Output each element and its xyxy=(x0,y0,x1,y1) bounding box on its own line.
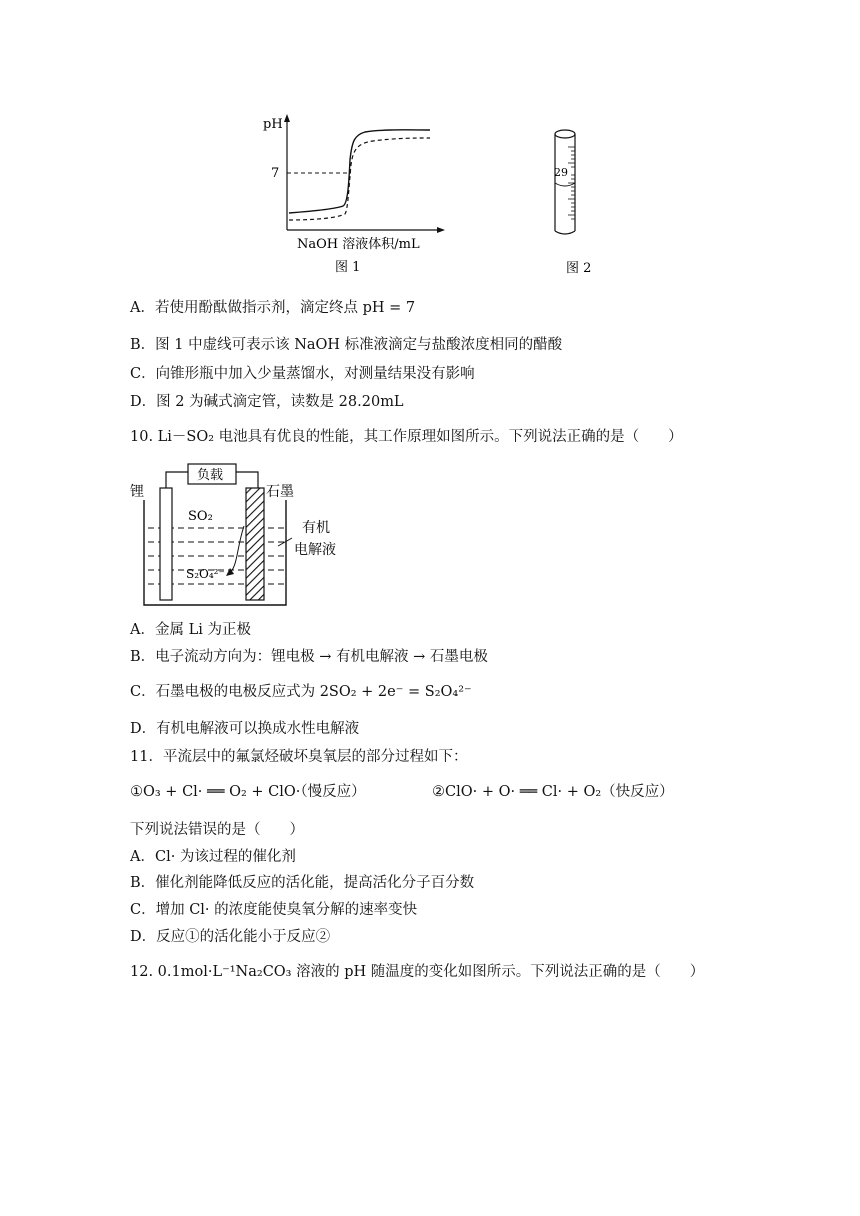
dithionite-label: S₂O₄²⁻ xyxy=(186,567,225,581)
wire-right xyxy=(236,472,258,488)
q11-option-d: D．反应①的活化能小于反应② xyxy=(130,929,331,945)
q10-option-b: B．电子流动方向为：锂电极 → 有机电解液 → 石墨电极 xyxy=(130,649,488,665)
q10-option-a: A．金属 Li 为正极 xyxy=(130,622,251,638)
q9-option-c: C．向锥形瓶中加入少量蒸馏水，对测量结果没有影响 xyxy=(130,366,475,382)
figure-2-caption: 图 2 xyxy=(566,261,592,276)
figure-2-burette xyxy=(540,125,620,280)
ph7-tick-label: 7 xyxy=(271,166,280,181)
solid-curve xyxy=(289,130,430,213)
q9-option-b: B．图 1 中虚线可表示该 NaOH 标准液滴定与盐酸浓度相同的醋酸 xyxy=(130,337,563,353)
burette-bottom xyxy=(555,231,575,234)
q11-reaction-1: ①O₃ + Cl· ══ O₂ + ClO·（慢反应） xyxy=(130,784,366,800)
q10-option-c: C．石墨电极的电极反应式为 2SO₂ + 2e⁻ = S₂O₄²⁻ xyxy=(130,684,472,700)
y-axis-label: pH xyxy=(263,117,283,132)
figure-1-caption: 图 1 xyxy=(335,260,361,275)
y-axis-arrow xyxy=(284,114,290,122)
x-axis-arrow xyxy=(437,227,445,233)
graphite-electrode xyxy=(246,488,264,600)
load-label: 负载 xyxy=(197,468,224,483)
lithium-electrode xyxy=(160,488,172,600)
anode-label: 锂 xyxy=(130,484,144,500)
q11-option-a: A．Cl· 为该过程的催化剂 xyxy=(130,849,296,865)
burette-top xyxy=(555,130,575,138)
x-axis-label: NaOH 溶液体积/mL xyxy=(297,237,420,252)
dashed-curve xyxy=(289,138,430,220)
q11-reaction-2: ②ClO· + O· ══ Cl· + O₂（快反应） xyxy=(432,784,674,800)
q9-option-a: A．若使用酚酞做指示剂，滴定终点 pH = 7 xyxy=(130,300,416,316)
q11-sub-stem: 下列说法错误的是（ ） xyxy=(130,822,304,838)
meniscus xyxy=(555,183,575,186)
electrolyte-label-1: 有机 xyxy=(302,520,330,536)
q10-option-d: D．有机电解液可以换成水性电解液 xyxy=(130,721,360,737)
burette-drawing xyxy=(540,125,620,280)
reaction-arrow xyxy=(228,526,244,574)
q9-option-d: D．图 2 为碱式滴定管，读数是 28.20mL xyxy=(130,394,404,410)
so2-label: SO₂ xyxy=(188,509,213,524)
q10-stem: 10. Li－SO₂ 电池具有优良的性能，其工作原理如图所示。下列说法正确的是（ ） xyxy=(130,429,683,445)
burette-scale xyxy=(568,147,575,219)
q12-stem: 12. 0.1mol·L⁻¹Na₂CO₃ 溶液的 pH 随温度的变化如图所示。下列说法正确的是（ ） xyxy=(130,964,705,980)
q11-option-b: B．催化剂能降低反应的活化能，提高活化分子百分数 xyxy=(130,875,475,891)
q11-stem: 11．平流层中的氟氯烃破坏臭氧层的部分过程如下： xyxy=(130,749,468,765)
battery-drawing xyxy=(126,460,376,610)
figure-1-titration-curve xyxy=(255,110,455,280)
burette-reading-mark: 29 xyxy=(554,166,568,179)
figure-battery xyxy=(126,460,376,610)
cathode-label: 石墨 xyxy=(266,484,294,500)
titration-chart xyxy=(255,110,455,280)
q11-option-c: C．增加 Cl· 的浓度能使臭氧分解的速率变快 xyxy=(130,902,418,918)
electrolyte-label-2: 电解液 xyxy=(294,542,336,558)
